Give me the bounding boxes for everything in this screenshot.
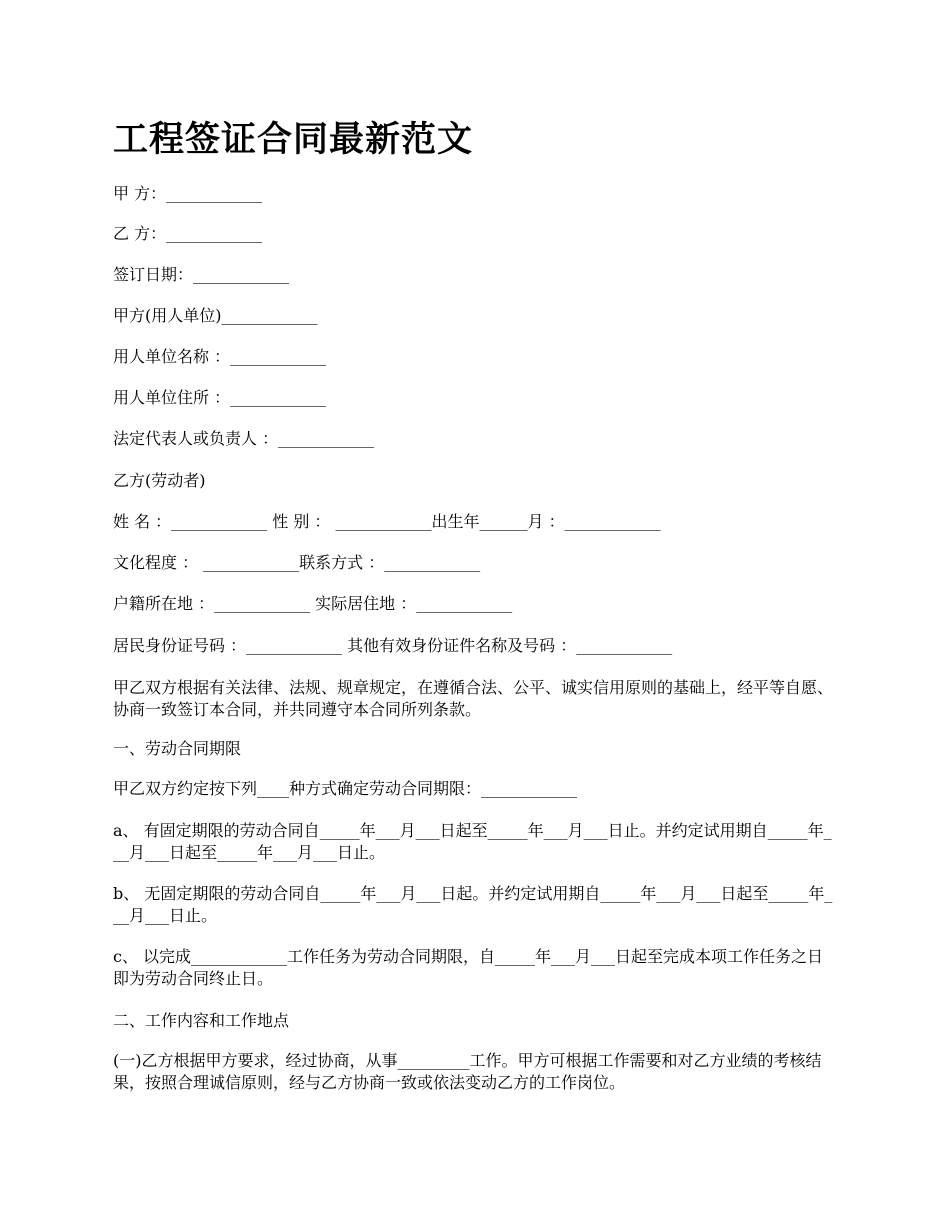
employer-name-line: 用人单位名称 ：____________ (113, 347, 327, 366)
education-contact-line: 文化程度 ： ____________联系方式 ：____________ (113, 553, 481, 572)
id-number-line: 居民身份证号码 ：____________ 其他有效身份证件名称及号码 ：____________ (113, 636, 673, 655)
employer-address-line: 用人单位住所 ：____________ (113, 388, 327, 407)
work-content-paragraph: (一)乙方根据甲方要求，经过协商，从事_________工作。甲方可根据工作需要和对乙方业绩的考核结果，按照合理诚信原则，经与乙方协商一致或依法变动乙方的工作岗位。 (113, 1051, 822, 1092)
clause-c-paragraph: c、 以完成____________工作任务为劳动合同期限，自_____年___月___日起至完成本项工作任务之日即为劳动合同终止日。 (113, 947, 824, 988)
term-method-line: 甲乙双方约定按下列____种方式确定劳动合同期限：____________ (113, 779, 578, 798)
party-a-line: 甲 方：____________ (113, 184, 263, 203)
section-1-heading: 一、劳动合同期限 (113, 739, 242, 758)
party-b-line: 乙 方：____________ (113, 224, 263, 243)
section-2-heading: 二、工作内容和工作地点 (113, 1011, 290, 1030)
name-gender-birth-line: 姓 名 ：____________ 性 别 ： ____________出生年______月 ：____________ (113, 512, 661, 531)
sign-date-line: 签订日期：____________ (113, 265, 290, 284)
clause-a-paragraph: a、 有固定期限的劳动合同自_____年___月___日起至_____年___月___日止。并约定试用期自_____年___月___日起至_____年___月___日止。 (113, 821, 832, 862)
preamble-paragraph: 甲乙双方根据有关法律、法规、规章规定，在遵循合法、公平、诚实信用原则的基础上，经平等自愿、协商一致签订本合同，并共同遵守本合同所列条款。 (113, 678, 834, 719)
employee-heading: 乙方(劳动者) (113, 471, 206, 490)
clause-b-paragraph: b、 无固定期限的劳动合同自_____年___月___日起。并约定试用期自_____年___月___日起至_____年___月___日止。 (113, 884, 833, 925)
legal-representative-line: 法定代表人或负责人 ：____________ (113, 429, 375, 448)
document-title: 工程签证合同最新范文 (113, 119, 474, 160)
residence-line: 户籍所在地 ：____________ 实际居住地 ：____________ (113, 594, 513, 613)
employer-line: 甲方(用人单位)____________ (113, 306, 318, 325)
